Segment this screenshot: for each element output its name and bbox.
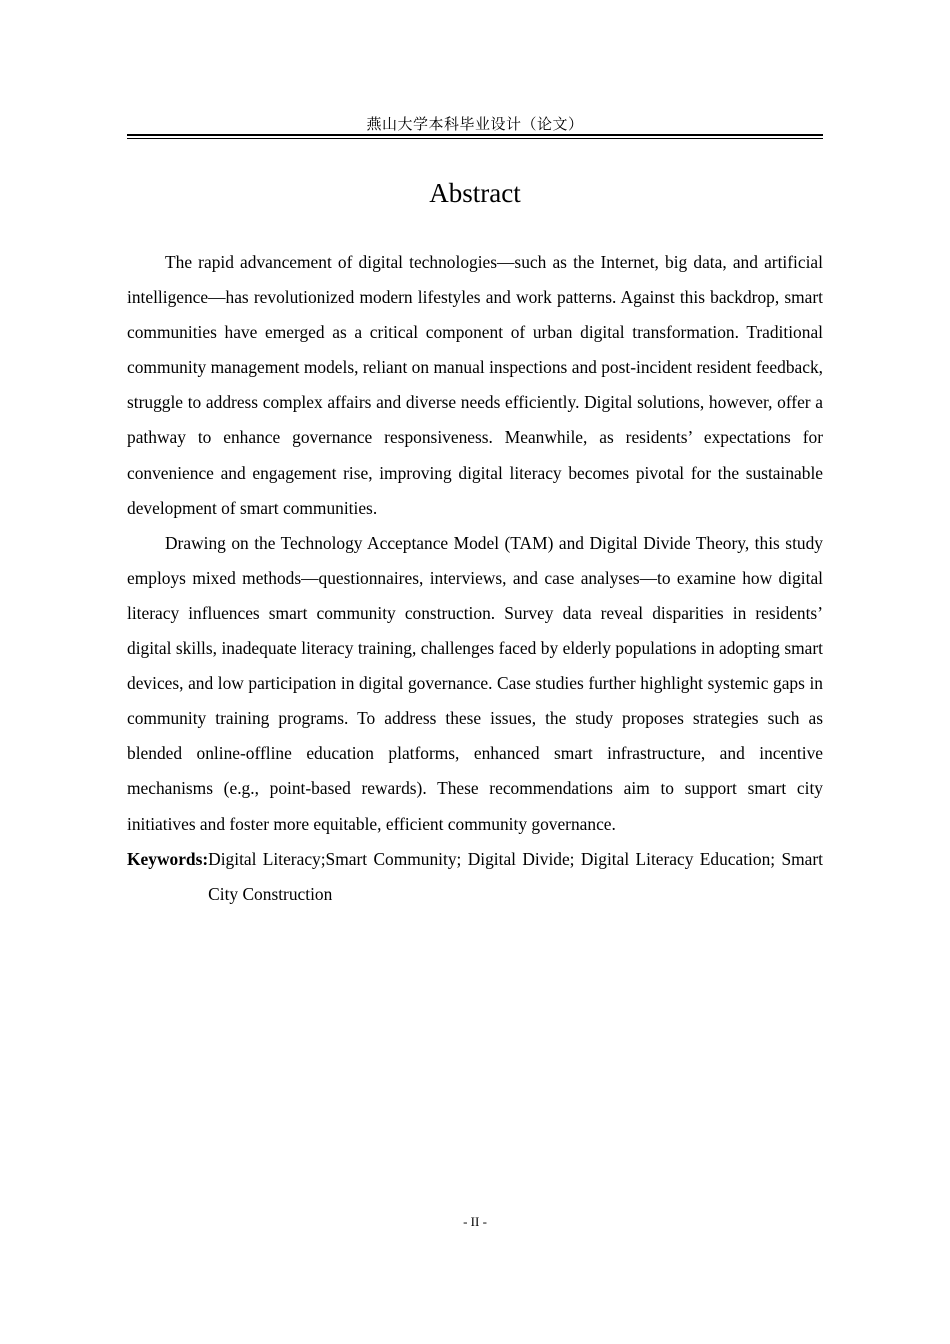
keywords-label: Keywords: — [127, 848, 209, 869]
abstract-title: Abstract — [429, 178, 521, 208]
keywords-line — [127, 842, 823, 912]
abstract-body — [127, 245, 823, 912]
keywords-text: Digital Literacy;Smart Community; Digital Divide; Digital Literacy Education; Smart City Construction — [208, 848, 823, 904]
page-number: - II - — [463, 1214, 487, 1229]
running-header: 燕山大学本科毕业设计（论文） — [366, 115, 584, 133]
abstract-paragraph-2: Drawing on the Technology Acceptance Model (TAM) and Digital Divide Theory, this study employs mixed methods—questionnaires, interviews, and case analyses—to examine how digital literacy influences smart community construction. Survey data reveal disparities in residents’ digital skills, inadequate literacy training, challenges faced by elderly populations in adopting smart devices, and low participation in digital governance. Case studies further highlight systemic gaps in community training programs. To address these issues, the study proposes strategies such as blended online-offline education platforms, enhanced smart infrastructure, and incentive mechanisms (e.g., point-based rewards). These recommendations aim to support smart city initiatives and foster more equitable, efficient community governance. — [127, 532, 823, 834]
abstract-paragraph-1: The rapid advancement of digital technologies—such as the Internet, big data, and artificial intelligence—has revolutionized modern lifestyles and work patterns. Against this backdrop, smart communities have emerged as a critical component of urban digital transformation. Traditional community management models, reliant on manual inspections and post-incident resident feedback, struggle to address complex affairs and diverse needs efficiently. Digital solutions, however, offer a pathway to enhance governance responsiveness. Meanwhile, as residents’ expectations for convenience and engagement rise, improving digital literacy becomes pivotal for the sustainable development of smart communities. — [127, 252, 823, 518]
header-rule — [127, 134, 823, 139]
